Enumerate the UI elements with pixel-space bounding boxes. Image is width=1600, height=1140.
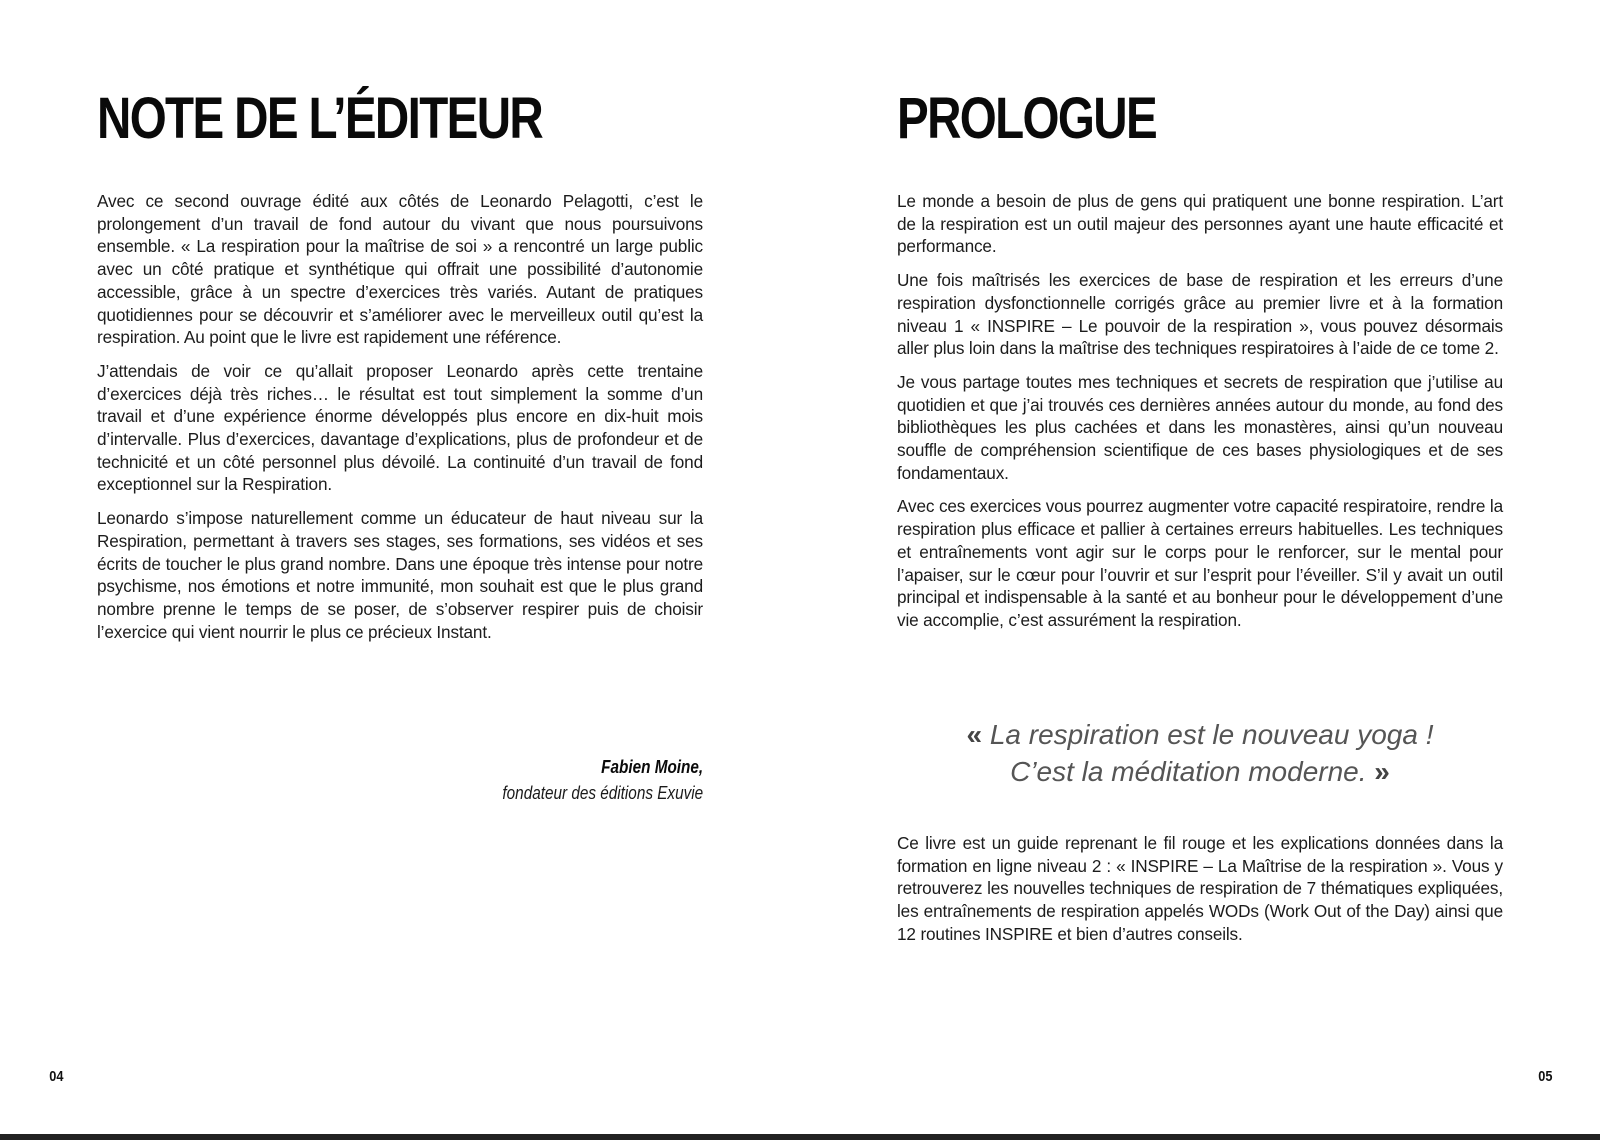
- quote-text-2: C’est la méditation moderne.: [1010, 756, 1367, 787]
- signature-role: fondateur des éditions Exuvie: [502, 783, 703, 803]
- page-title-prologue: PROLOGUE: [897, 86, 1157, 151]
- paragraph: Je vous partage toutes mes techniques et secrets de respiration que j’utilise au quotidien et que j’ai trouvés ces dernières années autour du monde, au fond des bibliothèques les plus cachées et dans les monastères, ainsi qu’un nouveau souffle de compréhension scientifique de ces bases physiologiques et de ses fondamentaux.: [897, 371, 1503, 483]
- right-page: [800, 0, 1600, 1134]
- signature-name: Fabien Moine,: [600, 757, 703, 777]
- paragraph: Une fois maîtrisés les exercices de base de respiration et les erreurs d’une respiration dysfonctionnelle corrigés grâce au premier livre et à la formation niveau 1 « INSPIRE – Le pouvoir de la respiration », vous pouvez désormais aller plus loin dans la maîtrise des techniques respiratoires à l’aide de ce tome 2.: [897, 270, 1503, 359]
- paragraph: Le monde a besoin de plus de gens qui pratiquent une bonne respiration. L’art de la respiration est un outil majeur des personnes ayant une haute efficacité et performance.: [897, 191, 1503, 257]
- paragraph: Ce livre est un guide reprenant le fil rouge et les explications données dans la formation en ligne niveau 2 : « INSPIRE – La Maîtrise de la respiration ». Vous y retrouverez les nouvelles techniques de respiration de 7 thématiques expliquées, les entraînements de respiration appelés WODs (Work Out of the Day) ainsi que 12 routines INSPIRE et bien d’autres conseils.: [897, 833, 1503, 944]
- quote-line-1: [897, 716, 1503, 753]
- page-title-note-editeur: NOTE DE L’ÉDITEUR: [97, 86, 543, 151]
- paragraph: Leonardo s’impose naturellement comme un éducateur de haut niveau sur la Respiration, permettant à travers ses stages, ses formations, ses vidéos et ses écrits de toucher le plus grand nombre. Dans une époque très intense pour notre psychisme, nos émotions et notre immunité, mon souhait est que le plus grand nombre prenne le temps de se poser, de s’observer respirer puis de choisir l’exercice qui vient nourrir le plus ce précieux Instant.: [97, 508, 703, 642]
- paragraph: Avec ces exercices vous pourrez augmenter votre capacité respiratoire, rendre la respiration plus efficace et pallier à certaines erreurs habituelles. Les techniques et entraînements vont agir sur le corps pour le renforcer, sur le mental pour l’apaiser, sur le cœur pour l’ouvrir et sur l’esprit pour l’éveiller. S’il y avait un outil principal et indispensable à la santé et au bonheur pour le développement d’une vie accomplie, c’est assurément la respiration.: [897, 496, 1503, 630]
- prologue-body: [897, 190, 1503, 643]
- bottom-edge-bar: [0, 1134, 1600, 1140]
- quote-text-1: La respiration est le nouveau yoga !: [989, 719, 1434, 750]
- paragraph: J’attendais de voir ce qu’allait proposer Leonardo après cette trentaine d’exercices déjà très riches… le résultat est tout simplement la somme d’un travail et d’une expérience énorme développés plus encore en dix-huit mois d’intervalle. Plus d’exercices, davantage d’explications, plus de profondeur et de technicité et un côté personnel plus dévoilé. La continuité d’un travail de fond exceptionnel sur la Respiration.: [97, 360, 703, 495]
- signature: [467, 754, 703, 806]
- page-number: 05: [1538, 1068, 1553, 1085]
- paragraph: Avec ce second ouvrage édité aux côtés de Leonardo Pelagotti, c’est le prolongement d’un travail de fond autour du vivant que nous poursuivons ensemble. « La respiration pour la maîtrise de soi » a rencontré un large public avec un côté pratique et synthétique qui offrait une possibilité d’autonomie accessible, grâce à un spectre d’exercices très variés. Autant de pratiques quotidiennes pour se découvrir et s’améliorer avec le merveilleux outil qu’est la respiration. Au point que le livre est rapidement une référence.: [97, 191, 703, 348]
- editor-note-body: [97, 190, 703, 654]
- left-page: [0, 0, 800, 1134]
- prologue-closing: [897, 832, 1503, 957]
- open-quote-mark: «: [966, 719, 983, 750]
- close-quote-mark: »: [1374, 756, 1390, 787]
- quote-line-2: [897, 753, 1503, 790]
- page-number: 04: [49, 1068, 64, 1085]
- pull-quote: [897, 716, 1503, 790]
